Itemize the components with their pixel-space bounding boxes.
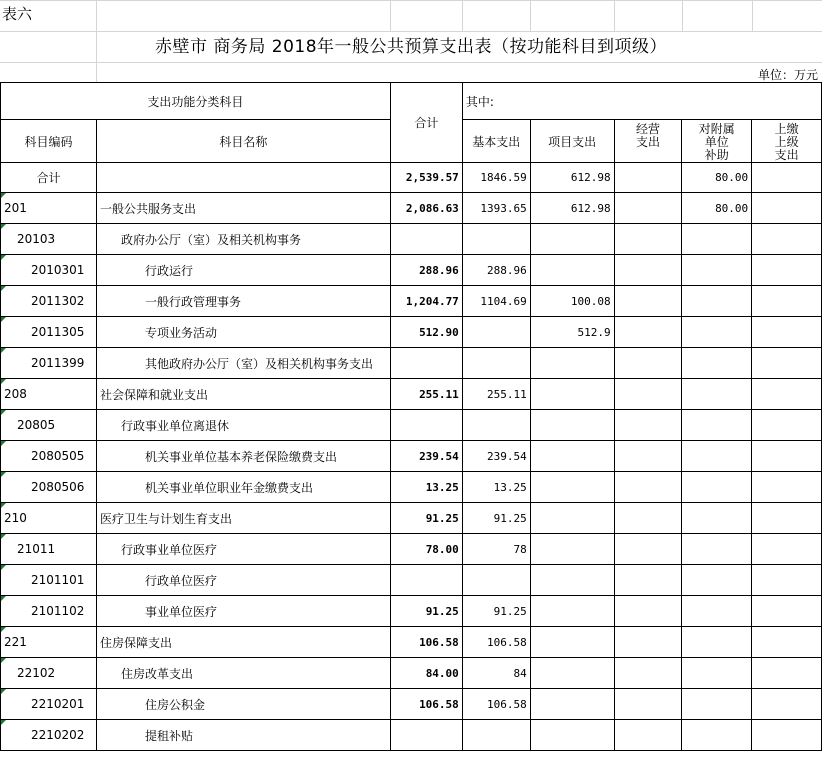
row-project (530, 534, 614, 565)
row-basic: 91.25 (462, 596, 530, 627)
row-subsidy (682, 658, 752, 689)
row-name: 行政运行 (96, 255, 390, 286)
row-total: 106.58 (390, 627, 462, 658)
row-operating (614, 503, 682, 534)
row-name: 机关事业单位职业年金缴费支出 (96, 472, 390, 503)
row-basic: 13.25 (462, 472, 530, 503)
row-code: 221 (1, 627, 97, 658)
row-operating (614, 689, 682, 720)
row-subsidy (682, 224, 752, 255)
row-basic: 1104.69 (462, 286, 530, 317)
row-code: 208 (1, 379, 97, 410)
row-operating (614, 720, 682, 751)
table-row (1, 163, 822, 193)
row-subsidy: 80.00 (682, 193, 752, 224)
unit-label: 单位：万元 (757, 68, 818, 82)
gridline (390, 0, 391, 32)
row-operating (614, 286, 682, 317)
row-upper (752, 379, 822, 410)
row-operating (614, 348, 682, 379)
gridline (614, 0, 615, 32)
header-among: 其中: (462, 83, 821, 120)
row-name: 住房保障支出 (96, 627, 390, 658)
row-code: 21011 (1, 534, 97, 565)
row-subsidy (682, 317, 752, 348)
row-project (530, 441, 614, 472)
row-operating (614, 658, 682, 689)
row-total: 91.25 (390, 596, 462, 627)
row-basic (462, 224, 530, 255)
table-row (1, 348, 822, 379)
row-operating (614, 379, 682, 410)
table-row (1, 565, 822, 596)
row-basic: 1393.65 (462, 193, 530, 224)
row-operating (614, 255, 682, 286)
row-upper (752, 658, 822, 689)
table-row (1, 534, 822, 565)
row-name: 专项业务活动 (96, 317, 390, 348)
row-total: 91.25 (390, 503, 462, 534)
row-project (530, 255, 614, 286)
row-code: 2210202 (1, 720, 97, 751)
row-total (390, 224, 462, 255)
row-basic: 239.54 (462, 441, 530, 472)
table-row (1, 441, 822, 472)
row-project (530, 658, 614, 689)
row-project: 612.98 (530, 193, 614, 224)
row-name: 政府办公厅（室）及相关机构事务 (96, 224, 390, 255)
row-code: 22102 (1, 658, 97, 689)
row-basic (462, 317, 530, 348)
row-operating (614, 163, 682, 193)
row-basic: 1846.59 (462, 163, 530, 193)
header-upper: 上缴 上级 支出 (752, 120, 822, 163)
header-basic: 基本支出 (462, 120, 530, 163)
row-subsidy (682, 627, 752, 658)
row-operating (614, 534, 682, 565)
row-total: 288.96 (390, 255, 462, 286)
row-upper (752, 565, 822, 596)
row-operating (614, 627, 682, 658)
row-project (530, 565, 614, 596)
row-upper (752, 255, 822, 286)
row-subsidy (682, 720, 752, 751)
row-name: 社会保障和就业支出 (96, 379, 390, 410)
sheet-caption: 表六 (2, 5, 33, 23)
row-upper (752, 503, 822, 534)
row-upper (752, 410, 822, 441)
row-total: 84.00 (390, 658, 462, 689)
row-name: 提租补贴 (96, 720, 390, 751)
row-name: 住房改革支出 (96, 658, 390, 689)
row-project: 512.9 (530, 317, 614, 348)
header-subsidy: 对附属 单位 补助 (682, 120, 752, 163)
row-upper (752, 286, 822, 317)
row-upper (752, 441, 822, 472)
row-basic: 78 (462, 534, 530, 565)
row-upper (752, 534, 822, 565)
row-upper (752, 720, 822, 751)
gridline (530, 0, 531, 32)
row-project (530, 348, 614, 379)
row-basic: 84 (462, 658, 530, 689)
row-name (96, 163, 390, 193)
row-code: 2210201 (1, 689, 97, 720)
row-operating (614, 565, 682, 596)
table-row (1, 596, 822, 627)
budget-table (0, 82, 822, 751)
row-code: 20103 (1, 224, 97, 255)
row-operating (614, 472, 682, 503)
row-subsidy (682, 410, 752, 441)
gridline (682, 0, 683, 32)
row-name: 机关事业单位基本养老保险缴费支出 (96, 441, 390, 472)
row-name: 一般行政管理事务 (96, 286, 390, 317)
row-subsidy (682, 565, 752, 596)
row-total (390, 720, 462, 751)
table-row (1, 503, 822, 534)
row-upper (752, 317, 822, 348)
row-total: 255.11 (390, 379, 462, 410)
row-name: 行政事业单位医疗 (96, 534, 390, 565)
row-total (390, 565, 462, 596)
row-operating (614, 317, 682, 348)
table-row (1, 410, 822, 441)
row-name: 其他政府办公厅（室）及相关机构事务支出 (96, 348, 390, 379)
row-total: 512.90 (390, 317, 462, 348)
row-code: 2011305 (1, 317, 97, 348)
table-row (1, 317, 822, 348)
row-upper (752, 472, 822, 503)
row-subsidy (682, 503, 752, 534)
row-total: 2,539.57 (390, 163, 462, 193)
table-row (1, 472, 822, 503)
row-basic (462, 410, 530, 441)
row-subsidy (682, 379, 752, 410)
gridline (752, 0, 753, 32)
row-total: 106.58 (390, 689, 462, 720)
header-operating: 经营 支出 (614, 120, 682, 163)
header-total: 合计 (390, 83, 462, 163)
row-code: 2101101 (1, 565, 97, 596)
row-project: 100.08 (530, 286, 614, 317)
row-upper (752, 224, 822, 255)
row-operating (614, 410, 682, 441)
row-code: 2011302 (1, 286, 97, 317)
row-subsidy (682, 472, 752, 503)
row-total (390, 348, 462, 379)
table-row (1, 286, 822, 317)
row-subsidy (682, 441, 752, 472)
row-operating (614, 224, 682, 255)
row-basic (462, 565, 530, 596)
row-subsidy (682, 255, 752, 286)
row-subsidy (682, 348, 752, 379)
row-code: 合计 (1, 163, 97, 193)
row-project (530, 503, 614, 534)
row-total: 2,086.63 (390, 193, 462, 224)
table-row (1, 627, 822, 658)
table-row (1, 193, 822, 224)
row-project (530, 689, 614, 720)
row-basic: 106.58 (462, 689, 530, 720)
row-code: 2080506 (1, 472, 97, 503)
row-total: 1,204.77 (390, 286, 462, 317)
row-name: 行政事业单位离退休 (96, 410, 390, 441)
row-project (530, 472, 614, 503)
row-project (530, 596, 614, 627)
row-upper (752, 348, 822, 379)
row-upper (752, 193, 822, 224)
row-basic (462, 720, 530, 751)
row-code: 20805 (1, 410, 97, 441)
row-basic (462, 348, 530, 379)
row-subsidy (682, 689, 752, 720)
row-code: 2010301 (1, 255, 97, 286)
row-upper (752, 627, 822, 658)
row-name: 行政单位医疗 (96, 565, 390, 596)
row-code: 2011399 (1, 348, 97, 379)
row-subsidy (682, 286, 752, 317)
row-code: 2080505 (1, 441, 97, 472)
table-row (1, 658, 822, 689)
row-project (530, 224, 614, 255)
row-operating (614, 596, 682, 627)
row-code: 201 (1, 193, 97, 224)
row-code: 2101102 (1, 596, 97, 627)
table-row (1, 255, 822, 286)
row-basic: 106.58 (462, 627, 530, 658)
row-project (530, 410, 614, 441)
row-project: 612.98 (530, 163, 614, 193)
page-title: 赤壁市 商务局 2018年一般公共预算支出表（按功能科目到项级） (154, 37, 668, 57)
row-operating (614, 441, 682, 472)
row-project (530, 379, 614, 410)
table-row (1, 689, 822, 720)
row-upper (752, 689, 822, 720)
row-basic: 91.25 (462, 503, 530, 534)
row-project (530, 627, 614, 658)
row-total: 78.00 (390, 534, 462, 565)
gridline (462, 0, 463, 32)
header-code: 科目编码 (1, 120, 97, 163)
row-name: 住房公积金 (96, 689, 390, 720)
row-subsidy (682, 596, 752, 627)
row-basic: 288.96 (462, 255, 530, 286)
header-group: 支出功能分类科目 (1, 83, 391, 120)
row-subsidy: 80.00 (682, 163, 752, 193)
header-project: 项目支出 (530, 120, 614, 163)
header-name: 科目名称 (96, 120, 390, 163)
table-row (1, 379, 822, 410)
row-name: 医疗卫生与计划生育支出 (96, 503, 390, 534)
row-total (390, 410, 462, 441)
row-upper (752, 596, 822, 627)
row-project (530, 720, 614, 751)
row-upper (752, 163, 822, 193)
row-name: 一般公共服务支出 (96, 193, 390, 224)
row-subsidy (682, 534, 752, 565)
table-row (1, 720, 822, 751)
table-row (1, 224, 822, 255)
row-name: 事业单位医疗 (96, 596, 390, 627)
row-total: 239.54 (390, 441, 462, 472)
row-basic: 255.11 (462, 379, 530, 410)
row-code: 210 (1, 503, 97, 534)
row-total: 13.25 (390, 472, 462, 503)
table-body (1, 163, 822, 751)
row-operating (614, 193, 682, 224)
